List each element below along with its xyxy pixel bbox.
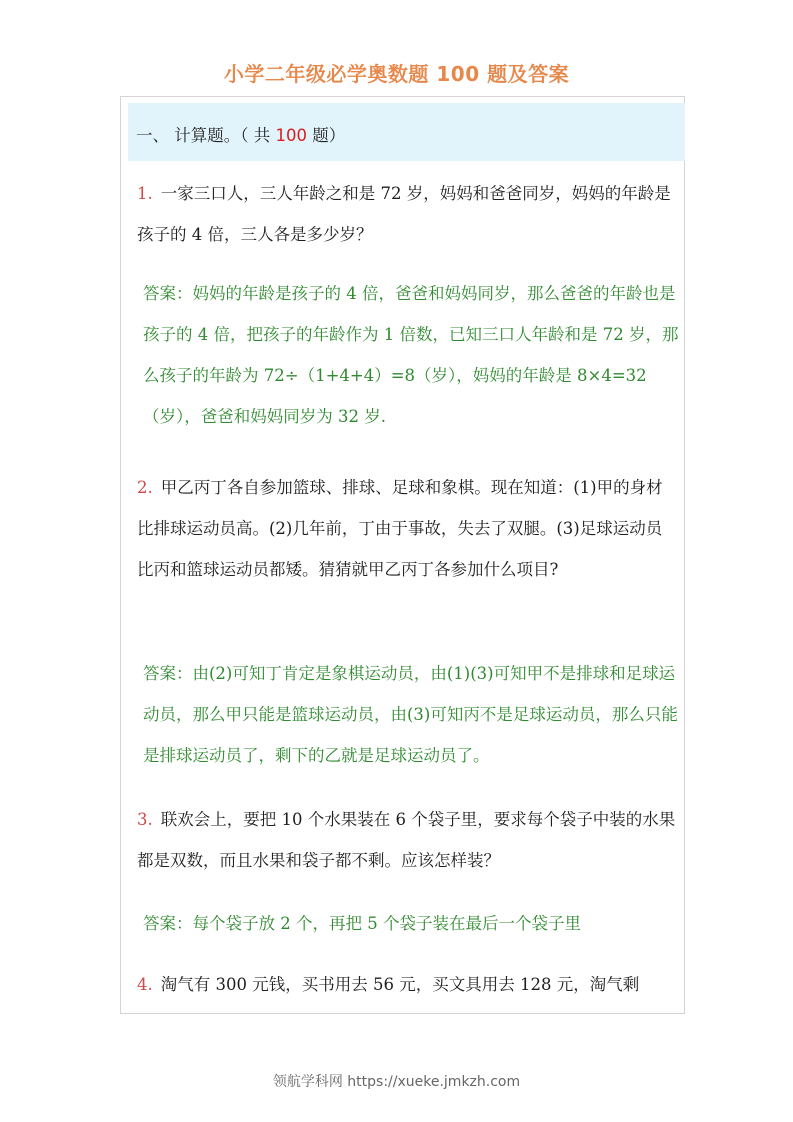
footer-watermark: 领航学科网 https://xueke.jmkzh.com — [272, 1074, 521, 1090]
answer-3: 答案：每个袋子放 2 个，再把 5 个袋子装在最后一个袋子里 — [143, 914, 581, 933]
question-number: 1. — [137, 184, 153, 203]
question-text: 甲乙丙丁各自参加篮球、排球、足球和象棋。现在知道：(1)甲的身材比排球运动员高。(2)几年前，丁由于事故，失去了双腿。(3)足球运动员比丙和篮球运动员都矮。猜猜就甲乙丙丁各参加什么项目? — [137, 478, 663, 579]
question-text: 一家三口人，三人年龄之和是 72 岁，妈妈和爸爸同岁，妈妈的年龄是孩子的 4 倍，三人各是多少岁？ — [137, 184, 671, 244]
question-text: 联欢会上，要把 10 个水果装在 6 个袋子里，要求每个袋子中装的水果都是双数，而且水果和袋子都不剩。应该怎样装？ — [137, 810, 676, 870]
question-number: 4. — [137, 975, 153, 994]
content-box — [120, 96, 685, 1014]
question-number: 2. — [137, 478, 153, 497]
question-text: 淘气有 300 元钱，买书用去 56 元，买文具用去 128 元，淘气剩 — [160, 975, 640, 994]
document-title: 小学二年级必学奥数题 100 题及答案 — [223, 62, 570, 86]
answer-2: 答案：由(2)可知丁肯定是象棋运动员，由(1)(3)可知甲不是排球和足球运动员，那么甲只能是篮球运动员，由(3)可知丙不是足球运动员，那么只能是排球运动员了，剩下的乙就是足球运动员了。 — [143, 664, 678, 765]
section-count: 100 — [275, 126, 307, 145]
question-1 — [137, 173, 677, 255]
section-prefix: 一、 计算题。（ 共 — [136, 126, 276, 145]
question-2 — [137, 467, 677, 590]
question-3 — [137, 799, 677, 881]
question-number: 3. — [137, 810, 153, 829]
section-suffix: 题） — [307, 126, 346, 145]
answer-1: 答案：妈妈的年龄是孩子的 4 倍，爸爸和妈妈同岁，那么爸爸的年龄也是孩子的 4 倍，把孩子的年龄作为 1 倍数，已知三口人年龄和是 72 岁，那么孩子的年龄为 72÷（1+4+4）=8（岁），妈妈的年龄是 8×4=32（岁），爸爸和妈妈同岁为 32 岁. — [143, 284, 679, 426]
section-title — [136, 122, 345, 146]
question-4 — [137, 964, 677, 1005]
section-header — [128, 103, 685, 161]
